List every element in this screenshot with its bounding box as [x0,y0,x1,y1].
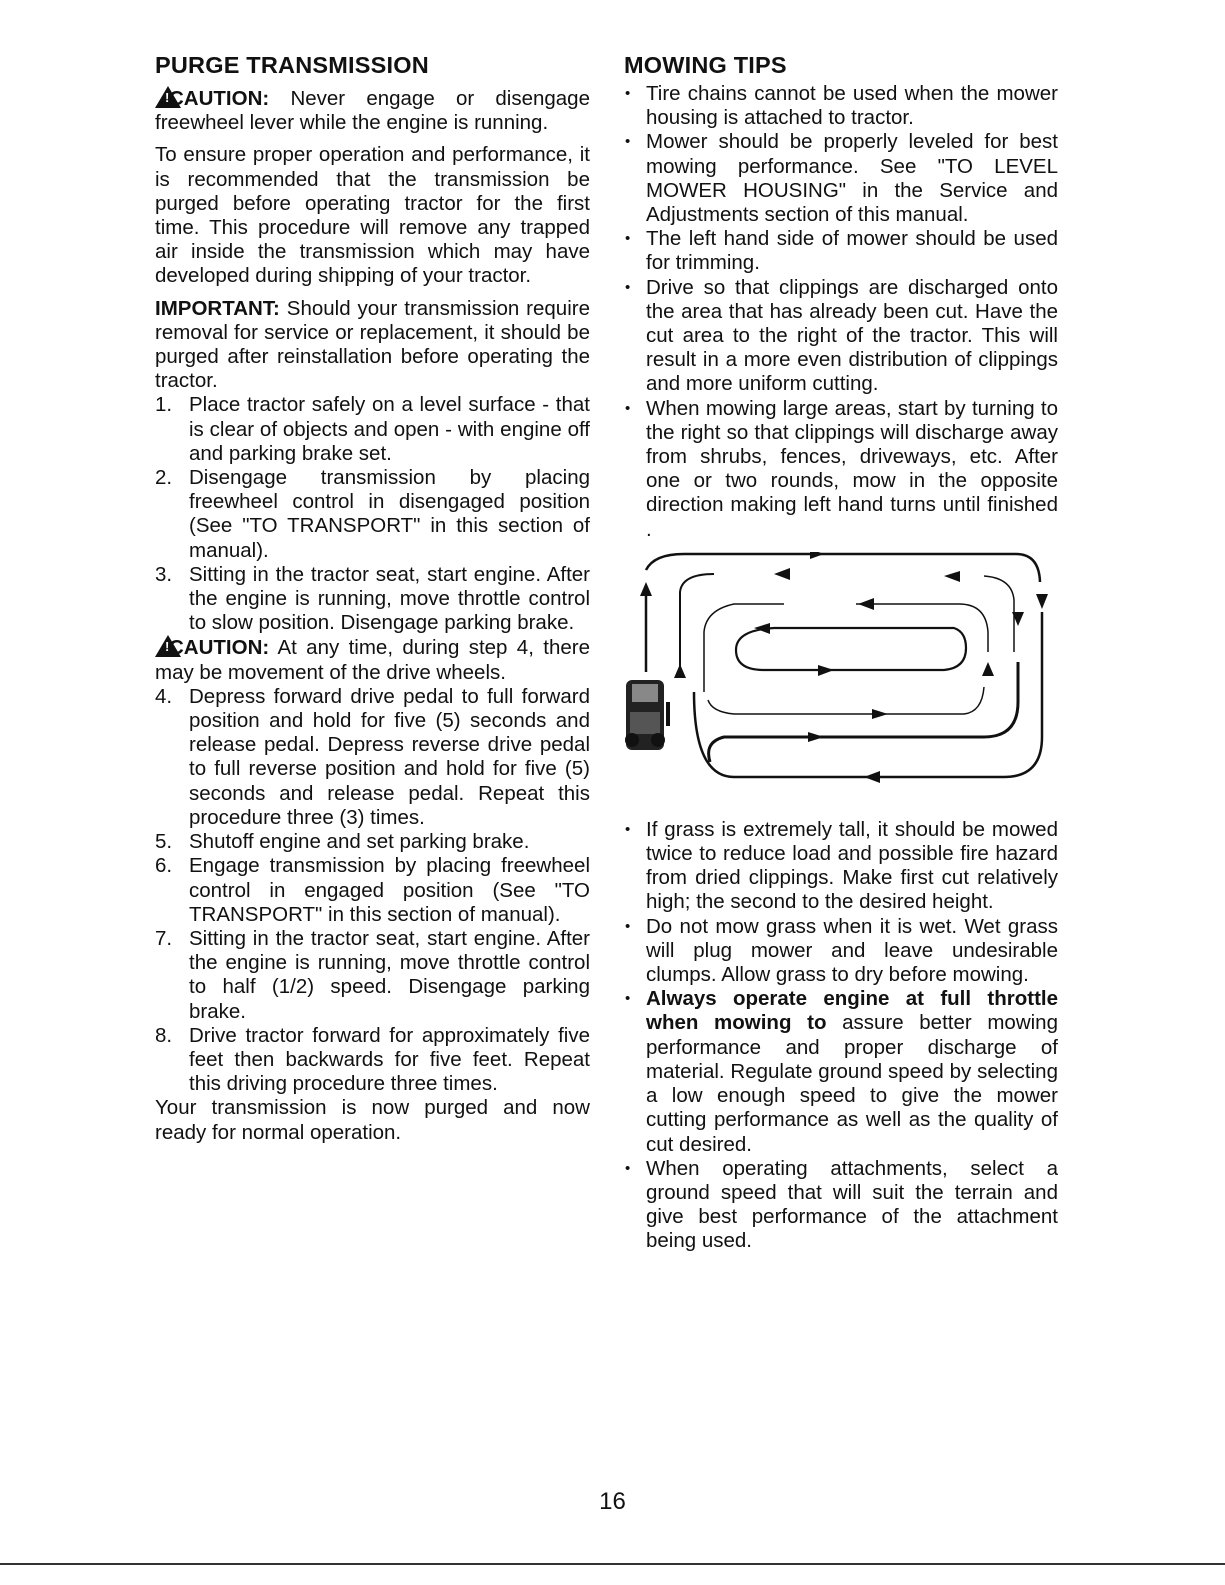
step-text: Sitting in the tractor seat, start engine. After the engine is running, move throttle control to half (1/2) speed. Disengage parking brake. [189,926,590,1023]
step-text: Sitting in the tractor seat, start engine. After the engine is running, move throttle control to slow position. Disengage parking brake. [189,562,590,635]
step-item [155,393,590,466]
caution-text: Never engage or disengage freewheel lever while the engine is running. [155,87,590,135]
bullet-icon: • [625,278,631,296]
important-text: Should your transmission require removal for service or replacement, it should be purged after reinstallation before operating the tractor. [155,296,590,393]
purge-steps-list [155,393,590,1096]
tip-bold-text: Always operate engine at full throttle when mowing to [646,987,1058,1035]
purge-transmission-section [155,50,590,1145]
step-item [155,685,590,830]
important-note [155,297,590,394]
step-number: 7. [155,926,173,950]
tip-text: assure better mowing performance and proper discharge of material. Regulate ground speed by selecting a low enough speed to give the mower cutting performance as well as the quality of cut desired. [646,1011,1058,1156]
tips-list-bottom [624,818,1058,1254]
bullet-icon: • [625,230,631,248]
important-label: IMPORTANT: [155,296,280,320]
step-text: Drive tractor forward for approximately five feet then backwards for five feet. Repeat this driving procedure three times. [189,1023,590,1096]
tip-item [624,227,1058,275]
step-item [155,1024,590,1097]
tip-text: Tire chains cannot be used when the mower housing is attached to tractor. [646,82,1058,130]
step-item [155,854,590,927]
step-item [155,830,590,854]
tip-text: The left hand side of mower should be used for trimming. [646,227,1058,275]
step-text: Engage transmission by placing freewheel control in engaged position (See "TO TRANSPORT" in this section of manual). [189,854,590,926]
mowing-pattern-diagram [624,552,1058,802]
caution-drive-wheels [155,635,590,684]
tip-item [624,818,1058,915]
tractor-icon [625,680,670,750]
tip-text: When mowing large areas, start by turning to the right so that clippings will discharge away from shrubs, fences, driveways, etc. After one or two rounds, mow in the opposite direction making left hand turns until finished . [646,396,1058,541]
tips-list-top [624,82,1058,542]
step-number: 4. [155,684,173,708]
tip-item [624,1157,1058,1254]
step-text: Depress forward drive pedal to full forward position and hold for five (5) seconds and release pedal. Depress reverse drive pedal to full reverse position and hold for five (5) seconds and release pedal. Repeat this procedure three (3) times. [189,684,590,829]
step-text: Shutoff engine and set parking brake. [189,830,530,854]
tip-text: If grass is extremely tall, it should be mowed twice to reduce load and possible fire hazard from dried clippings. Make first cut relatively high; the second to the desired height. [646,817,1058,914]
step-number: 6. [155,854,173,878]
step-text: Disengage transmission by placing freewheel control in disengaged position (See "TO TRANSPORT" in this section of manual). [189,466,590,562]
tip-text: When operating attachments, select a ground speed that will suit the terrain and give best performance of the attachment being used. [646,1156,1058,1253]
step-number: 8. [155,1023,173,1047]
tip-item [624,276,1058,397]
step-number: 5. [155,830,173,854]
tip-item [624,915,1058,988]
caution-freewheel [155,86,590,135]
caution-text: At any time, during step 4, there may be movement of the drive wheels. [155,636,590,684]
bullet-icon: • [625,820,631,838]
bullet-icon: • [625,85,631,102]
warning-triangle-icon [155,86,181,108]
caution-label: CAUTION: [169,636,270,660]
caution-label: CAUTION: [169,87,270,110]
bullet-icon: • [625,917,631,935]
step-item [155,927,590,1024]
tip-item [624,987,1058,1156]
closing-paragraph: Your transmission is now purged and now ready for normal operation. [155,1096,590,1144]
bullet-icon: • [625,990,631,1008]
tip-item [624,397,1058,542]
warning-triangle-icon [155,635,181,657]
bullet-icon: • [625,399,631,417]
mowing-tips-section [624,50,1058,1254]
step-text: Place tractor safely on a level surface - that is clear of objects and open - with engine off and parking brake set. [189,393,590,465]
tip-item [624,130,1058,227]
tip-text: Mower should be properly leveled for best mowing performance. See "TO LEVEL MOWER HOUSING" in the Service and Adjustments section of this manual. [646,130,1058,227]
section-heading-purge: PURGE TRANSMISSION [155,52,429,78]
tip-text: Do not mow grass when it is wet. Wet grass will plug mower and leave undesirable clumps. Allow grass to dry before mowing. [646,914,1058,987]
intro-paragraph: To ensure proper operation and performance, it is recommended that the transmission be purged before operating tractor for the first time. This procedure will remove any trapped air inside the transmission which may have developed during shipping of your tractor. [155,143,590,288]
bottom-divider [0,1563,1225,1565]
bullet-icon: • [625,133,631,151]
step-number: 3. [155,562,173,586]
bullet-icon: • [625,1159,631,1177]
tip-text: Drive so that clippings are discharged onto the area that has already been cut. Have the cut area to the right of the tractor. This will result in a more even distribution of clippings and more uniform cutting. [646,275,1058,396]
step-number: 1. [155,393,173,417]
step-number: 2. [155,466,173,490]
mowing-pattern-icon [624,552,1058,802]
page-number: 16 [599,1488,626,1515]
step-item [155,563,590,685]
step-item [155,466,590,563]
section-heading-mowing: MOWING TIPS [624,52,787,78]
tip-item [624,82,1058,130]
